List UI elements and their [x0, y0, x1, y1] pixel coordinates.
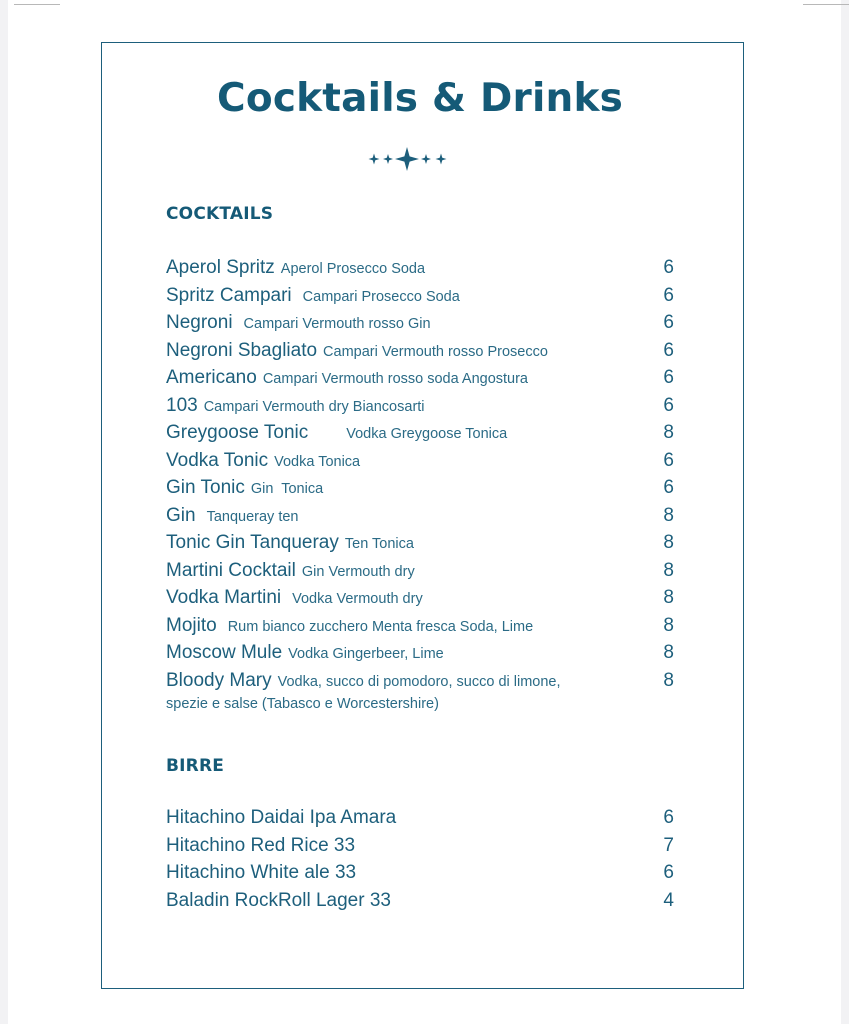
- item-description: Ten Tonica: [344, 536, 414, 552]
- menu-title: Cocktails & Drinks: [217, 76, 624, 121]
- item-name: Negroni: [166, 312, 233, 333]
- item-description: Gin Tonica: [250, 481, 324, 497]
- item-description: Gin Vermouth dry: [301, 563, 415, 580]
- page-corner-mark: [14, 4, 60, 5]
- item-price: 8: [663, 587, 674, 608]
- item-name: Bloody Mary: [166, 669, 272, 691]
- item-name: Tonic Gin Tanqueray: [166, 532, 339, 553]
- item-price: 8: [663, 559, 674, 581]
- page-corner-mark: [803, 4, 849, 5]
- item-name: Greygoose Tonic: [166, 422, 309, 443]
- menu-item-hitachino-daidai: [166, 804, 676, 832]
- item-name: Hitachino White ale 33: [166, 862, 357, 883]
- item-name: Mojito: [166, 614, 217, 636]
- sparkle-stars-icon: [350, 144, 464, 174]
- item-description: Campari Vermouth rosso Gin: [243, 316, 431, 332]
- item-name: Negroni Sbagliato: [166, 339, 318, 361]
- menu-item-moscow-mule: [166, 639, 676, 667]
- menu-item-bloody-mary: [166, 667, 676, 719]
- menu-item-tonic-gin-tanqueray: [166, 529, 676, 557]
- section-heading-birre: BIRRE: [166, 756, 225, 776]
- item-price: 6: [663, 312, 674, 333]
- item-price: 6: [663, 284, 674, 306]
- menu-item-gin-tonic: [166, 474, 676, 502]
- item-price: 8: [663, 504, 674, 526]
- item-description: Campari Vermouth rosso soda Angostura: [262, 371, 528, 387]
- menu-item-vodka-martini: [166, 584, 676, 612]
- menu-item-hitachino-white-ale: [166, 859, 676, 887]
- item-name: Americano: [166, 367, 257, 388]
- menu-item-vodka-tonic: [166, 447, 676, 475]
- menu-item-americano: [166, 364, 676, 392]
- item-price: 8: [663, 532, 674, 553]
- item-description: Vodka Vermouth dry: [292, 591, 423, 607]
- item-description: Vodka Tonica: [274, 453, 361, 470]
- item-name: Moscow Mule: [166, 642, 283, 663]
- item-price: 8: [663, 614, 674, 636]
- menu-item-aperol-spritz: [166, 254, 676, 282]
- item-name: Gin Tonic: [166, 477, 245, 498]
- item-description: Vodka, succo di pomodoro, succo di limone,: [277, 673, 561, 690]
- item-description: Campari Vermouth rosso Prosecco: [323, 343, 548, 360]
- item-price: 4: [663, 889, 674, 911]
- section-heading-cocktails: COCKTAILS: [166, 204, 274, 224]
- item-name: Baladin RockRoll Lager 33: [166, 889, 391, 911]
- item-description: Vodka Gingerbeer, Lime: [288, 646, 444, 662]
- beer-list: [166, 804, 676, 914]
- item-price: 6: [663, 477, 674, 498]
- item-price: 6: [663, 339, 674, 361]
- item-description: Vodka Greygoose Tonica: [346, 426, 508, 442]
- menu-item-103: [166, 392, 676, 420]
- item-price: 8: [663, 669, 674, 691]
- menu-item-baladin-rockroll: [166, 887, 676, 915]
- item-name: Vodka Tonic: [166, 449, 269, 471]
- item-description-continued: spezie e salse (Tabasco e Worcestershire): [166, 696, 439, 712]
- item-price: 8: [663, 422, 674, 443]
- item-name: 103: [166, 394, 198, 416]
- menu-item-hitachino-red-rice: [166, 832, 676, 860]
- item-description: Tanqueray ten: [206, 508, 299, 525]
- item-price: 7: [663, 834, 674, 856]
- menu-item-mojito: [166, 612, 676, 640]
- item-price: 6: [663, 862, 674, 883]
- item-name: Hitachino Red Rice 33: [166, 834, 356, 856]
- menu-item-negroni-sbagliato: [166, 337, 676, 365]
- item-name: Spritz Campari: [166, 284, 292, 306]
- item-price: 6: [663, 394, 674, 416]
- item-name: Gin: [166, 504, 196, 526]
- item-name: Vodka Martini: [166, 587, 282, 608]
- item-description: Rum bianco zucchero Menta fresca Soda, Lime: [227, 618, 534, 635]
- item-description: Aperol Prosecco Soda: [280, 261, 426, 277]
- item-description: Campari Prosecco Soda: [302, 288, 460, 305]
- item-name: Hitachino Daidai Ipa Amara: [166, 807, 397, 828]
- menu-item-spritz-campari: [166, 282, 676, 310]
- menu-item-martini-cocktail: [166, 557, 676, 585]
- menu-item-greygoose-tonic: [166, 419, 676, 447]
- item-name: Aperol Spritz: [166, 257, 275, 278]
- menu-item-gin: [166, 502, 676, 530]
- cocktail-list: [166, 254, 676, 719]
- item-price: 6: [663, 257, 674, 278]
- item-description: Campari Vermouth dry Biancosarti: [203, 398, 425, 415]
- item-name: Martini Cocktail: [166, 559, 296, 581]
- menu-item-negroni: [166, 309, 676, 337]
- item-price: 6: [663, 449, 674, 471]
- item-price: 6: [663, 807, 674, 828]
- item-price: 8: [663, 642, 674, 663]
- item-price: 6: [663, 367, 674, 388]
